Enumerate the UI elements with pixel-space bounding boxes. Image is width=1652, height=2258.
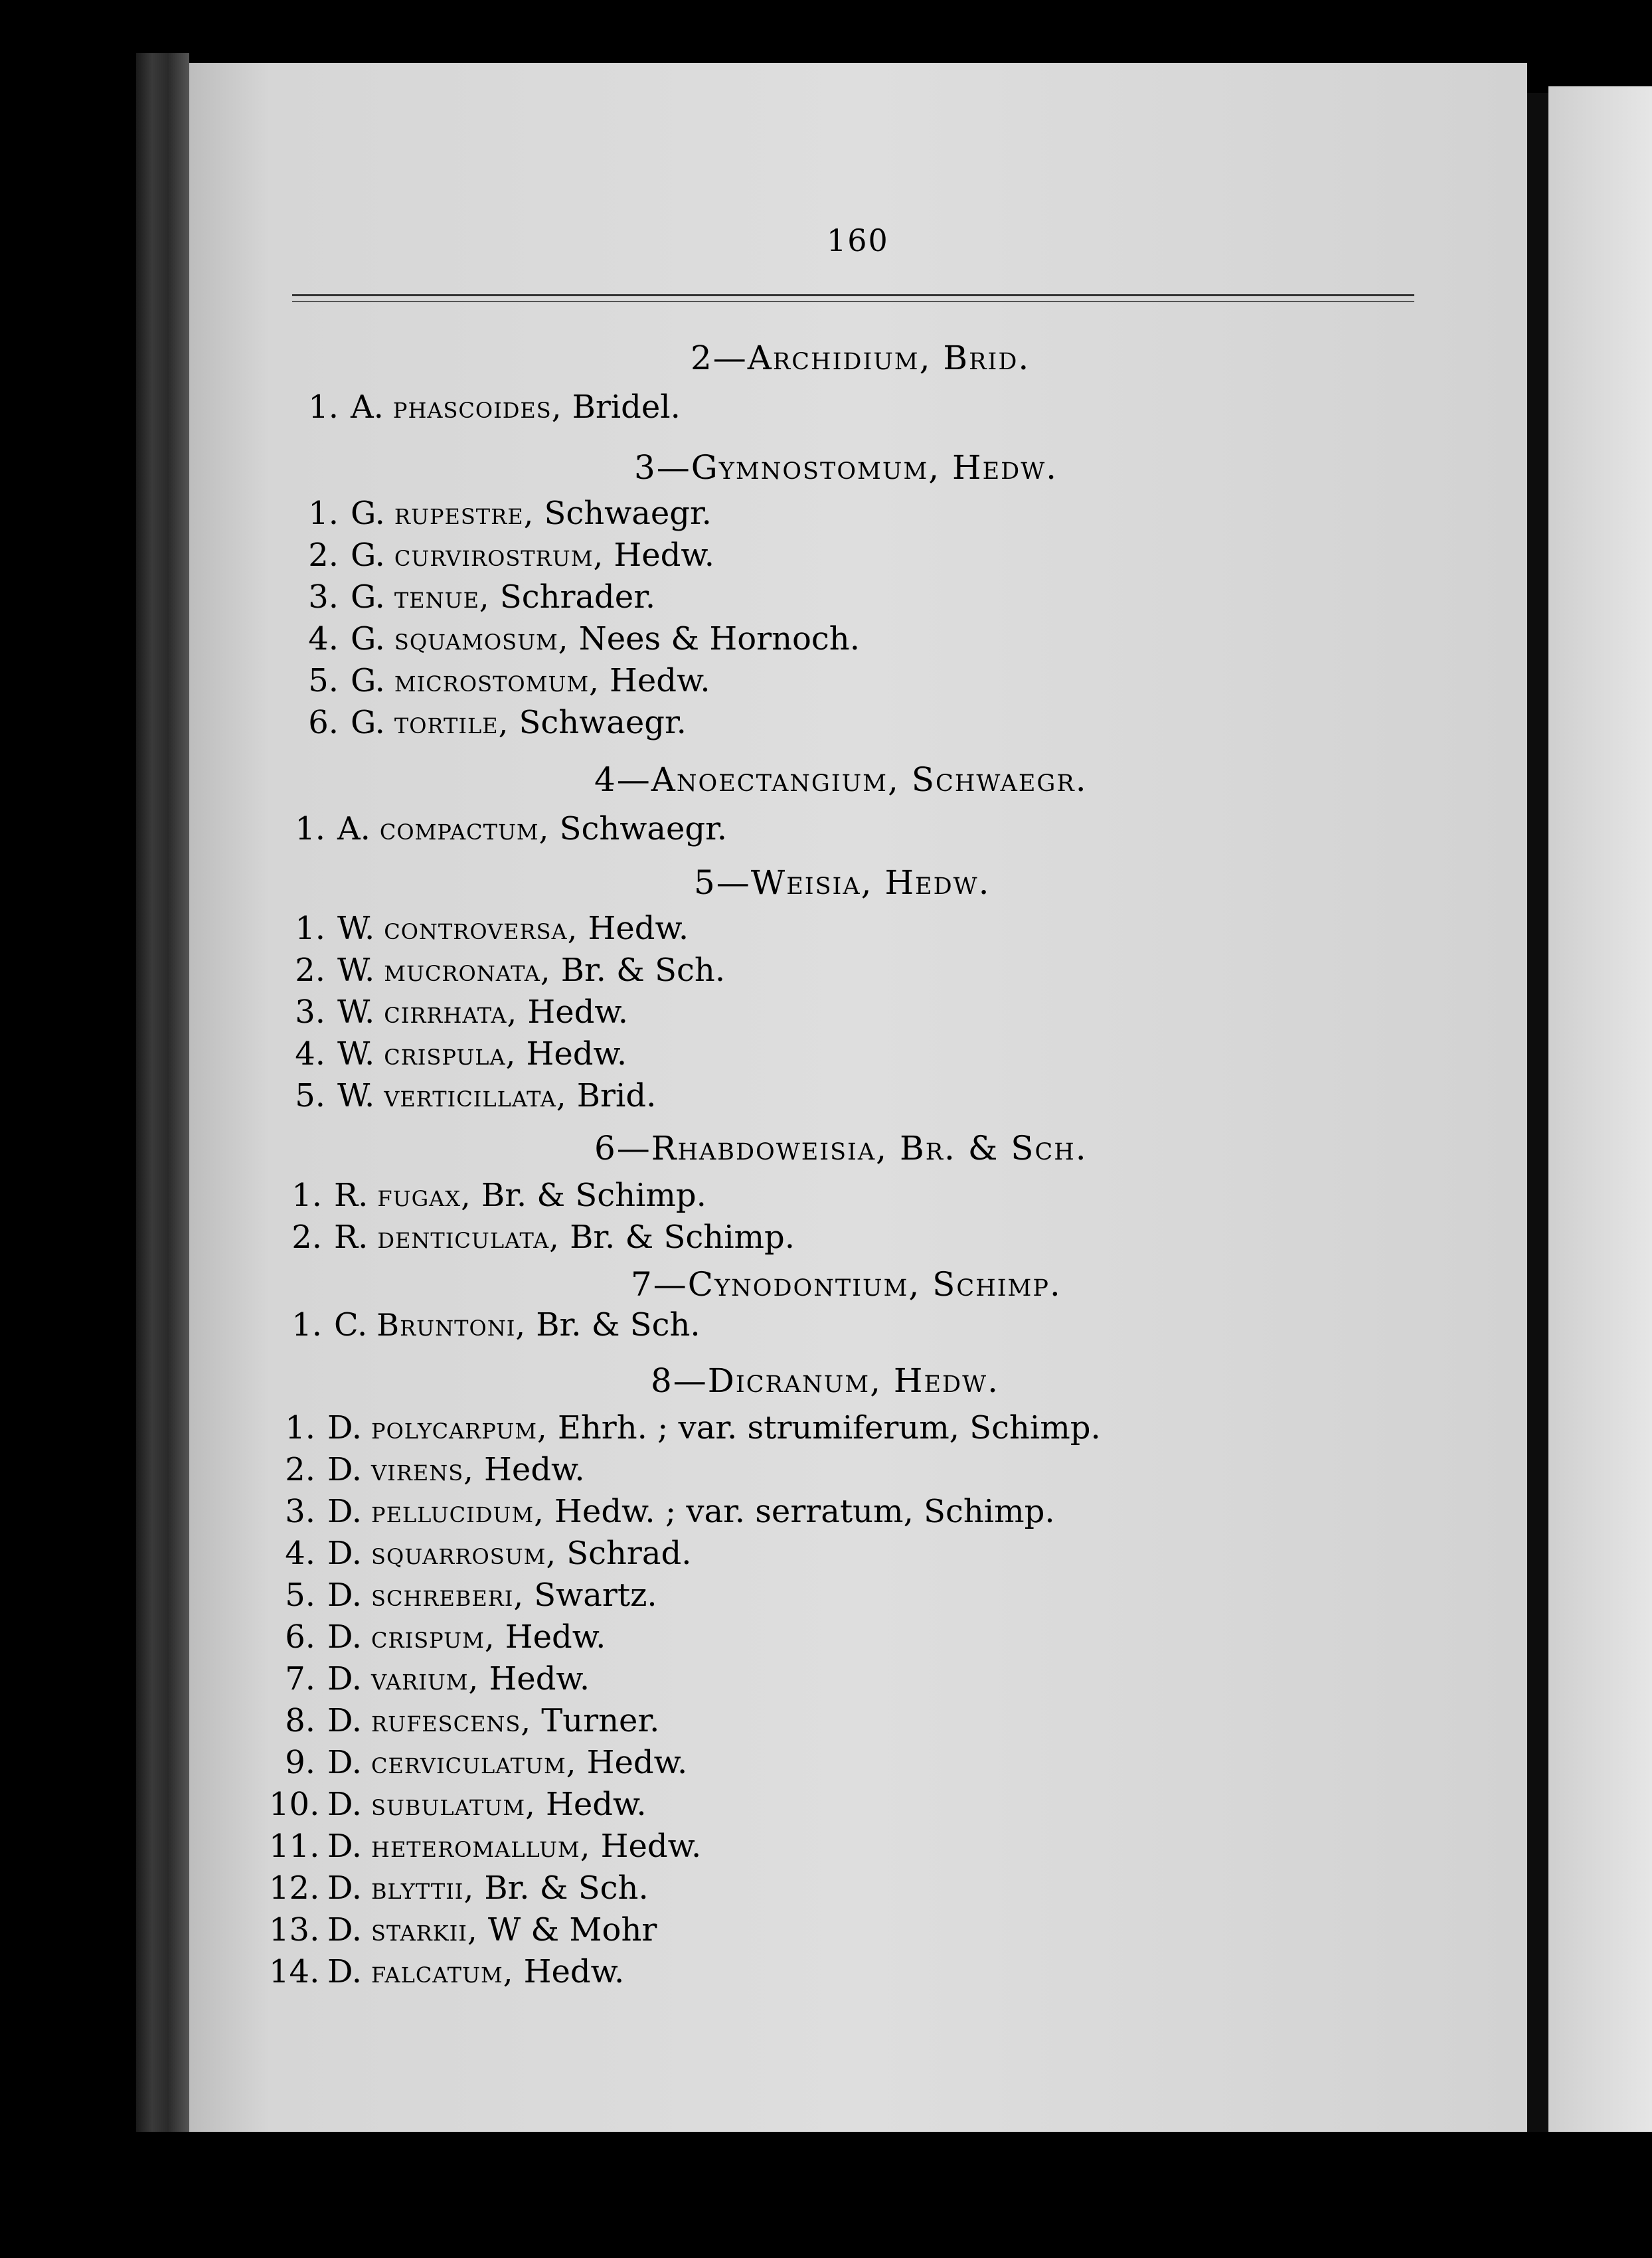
species-name: falcatum, [371,1954,514,1990]
species-name: subulatum, [371,1786,536,1822]
genus-abbreviation: W. [337,1035,375,1073]
entry-number: 8. [285,1702,315,1739]
entry-number: 3. [295,994,325,1031]
genus-abbreviation: D. [327,1618,363,1656]
authority: Schwaegr. [519,704,687,741]
authority: Hedw. [600,1828,702,1865]
authority: Br. & Sch. [536,1306,701,1344]
species-entry [279,994,628,1031]
species-name: rufescens, [371,1703,531,1739]
species-entry [269,1786,647,1823]
header-rule-thin [292,301,1414,302]
genus-abbreviation: D. [327,1786,363,1823]
species-entry [279,910,689,947]
authority: Hedw. [614,537,714,574]
genus-abbreviation: R. [334,1219,369,1256]
page-gutter [1527,93,1548,2132]
species-name: Bruntoni, [376,1307,526,1343]
entry-number: 1. [291,1306,322,1344]
authority: Br. & Schimp. [481,1177,706,1214]
species-entry [292,704,687,741]
genus-abbreviation: D. [327,1953,363,1990]
species-name: fugax, [377,1177,471,1213]
genus-abbreviation: W. [337,952,375,989]
species-name: tortile, [394,705,509,740]
genus-abbreviation: D. [327,1828,363,1865]
authority: Schwaegr. [544,495,712,532]
authority: Hedw. [527,994,629,1031]
species-name: crispula, [384,1036,517,1072]
authority: Br. & Sch. [560,952,726,989]
genus-abbreviation: D. [327,1577,363,1614]
species-name: mucronata, [384,952,551,988]
genus-abbreviation: D. [327,1911,363,1949]
genus-abbreviation: D. [327,1451,363,1488]
authority: Hedw. [484,1451,585,1488]
entry-number: 2. [291,1219,322,1256]
species-entry [279,810,727,847]
section-heading: 5—Weisia, Hedw. [694,863,991,902]
authority: Hedw. [526,1035,627,1073]
species-name: curvirostrum, [394,537,604,573]
section-heading: 6—Rhabdoweisia, Br. & Sch. [594,1129,1088,1168]
entry-number: 2. [308,537,339,574]
entry-number: 13. [269,1911,320,1949]
page-number: 160 [827,222,889,258]
section-heading: 3—Gymnostomum, Hedw. [634,448,1058,487]
entry-number: 9. [285,1744,315,1781]
authority: Hedw. [489,1660,590,1697]
entry-number: 11. [269,1828,320,1865]
species-name: crispum, [371,1619,495,1655]
species-entry [269,1493,1055,1530]
authority: Nees & Hornoch. [578,620,860,657]
species-entry [279,952,725,989]
species-entry [269,1828,701,1865]
book-spine [136,53,189,2132]
entry-number: 2. [285,1451,315,1488]
entry-number: 1. [291,1177,322,1214]
species-name: heteromallum, [371,1828,591,1864]
species-entry [269,1953,624,1990]
species-entry [279,1077,656,1114]
genus-abbreviation: D. [327,1535,363,1572]
authority: Schrader. [499,578,656,616]
species-entry [269,1660,590,1697]
genus-abbreviation: D. [327,1702,363,1739]
authority: Schrad. [566,1535,692,1572]
species-entry [292,620,860,657]
species-entry [269,1577,657,1614]
authority: Hedw. [523,1953,625,1990]
entry-number: 5. [308,662,339,699]
species-entry [292,389,681,426]
authority: Swartz. [534,1577,657,1614]
genus-abbreviation: W. [337,1077,375,1114]
species-entry [269,1535,691,1572]
species-name: tenue, [394,579,490,615]
species-entry [279,1035,627,1073]
species-name: rupestre, [394,495,535,531]
authority: Hedw. [586,1744,688,1781]
section-heading: 8—Dicranum, Hedw. [651,1361,999,1400]
species-entry [269,1869,649,1907]
genus-abbreviation: G. [351,537,385,574]
authority: Bridel. [572,389,681,426]
genus-abbreviation: D. [327,1869,363,1907]
species-name: cirrhata, [384,994,518,1030]
species-name: squamosum, [394,621,569,657]
species-entry [269,1451,585,1488]
species-entry [269,1618,606,1656]
genus-abbreviation: D. [327,1493,363,1530]
entry-number: 7. [285,1660,315,1697]
entry-number: 3. [285,1493,315,1530]
genus-abbreviation: A. [337,810,371,847]
genus-abbreviation: W. [337,994,375,1031]
species-name: schreberi, [371,1577,525,1613]
species-name: virens, [371,1452,474,1488]
species-entry [276,1306,701,1344]
entry-number: 4. [295,1035,325,1073]
entry-number: 12. [269,1869,320,1907]
entry-number: 1. [308,495,339,532]
species-name: verticillata, [384,1078,567,1114]
genus-abbreviation: G. [351,578,385,616]
species-entry [292,662,710,699]
entry-number: 3. [308,578,339,616]
genus-abbreviation: W. [337,910,375,947]
section-heading: 4—Anoectangium, Schwaegr. [594,760,1088,799]
entry-number: 5. [285,1577,315,1614]
species-entry [276,1219,795,1256]
entry-number: 10. [269,1786,320,1823]
authority: Br. & Sch. [484,1869,649,1907]
species-entry [269,1911,657,1949]
species-entry [269,1702,659,1739]
authority: Hedw. [505,1618,606,1656]
entry-number: 1. [308,389,339,426]
genus-abbreviation: G. [351,620,385,657]
species-name: squarrosum, [371,1535,556,1571]
authority: W & Mohr [487,1911,657,1949]
genus-abbreviation: G. [351,662,385,699]
genus-abbreviation: D. [327,1660,363,1697]
species-name: blyttii, [371,1870,475,1906]
authority: Hedw. [588,910,689,947]
section-heading: 7—Cynodontium, Schimp. [631,1265,1062,1304]
authority: Turner. [541,1702,660,1739]
species-name: starkii, [371,1912,478,1948]
genus-abbreviation: R. [334,1177,369,1214]
genus-abbreviation: D. [327,1744,363,1781]
facing-page-edge [1548,86,1652,2132]
species-name: pellucidum, [371,1494,544,1529]
species-entry [276,1177,706,1214]
authority: Hedw. [545,1786,647,1823]
authority: Hedw. ; var. serratum, Schimp. [554,1493,1055,1530]
species-name: denticulata, [377,1219,560,1255]
species-name: microstomum, [394,663,600,699]
genus-abbreviation: A. [351,389,384,426]
genus-abbreviation: D. [327,1409,363,1446]
entry-number: 14. [269,1953,320,1990]
species-name: varium, [371,1661,479,1697]
authority: Brid. [576,1077,657,1114]
species-entry [269,1744,687,1781]
entry-number: 1. [295,810,325,847]
entry-number: 1. [285,1409,315,1446]
entry-number: 1. [295,910,325,947]
entry-number: 6. [285,1618,315,1656]
species-name: phascoides, [392,389,562,425]
species-entry [292,495,712,532]
species-entry [292,578,655,616]
section-heading: 2—Archidium, Brid. [691,339,1031,377]
authority: Ehrh. ; var. strumiferum, Schimp. [557,1409,1101,1446]
species-name: controversa, [384,911,578,946]
genus-abbreviation: G. [351,704,385,741]
genus-abbreviation: C. [334,1306,368,1344]
entry-number: 5. [295,1077,325,1114]
species-entry [292,537,714,574]
entry-number: 4. [285,1535,315,1572]
header-rule [292,294,1414,296]
entry-number: 4. [308,620,339,657]
authority: Schwaegr. [559,810,728,847]
authority: Br. & Schimp. [570,1219,795,1256]
entry-number: 6. [308,704,339,741]
species-name: cerviculatum, [371,1745,577,1780]
species-name: polycarpum, [371,1410,548,1446]
entry-number: 2. [295,952,325,989]
genus-abbreviation: G. [351,495,385,532]
authority: Hedw. [610,662,710,699]
species-entry [269,1409,1101,1446]
species-name: compactum, [379,811,550,847]
